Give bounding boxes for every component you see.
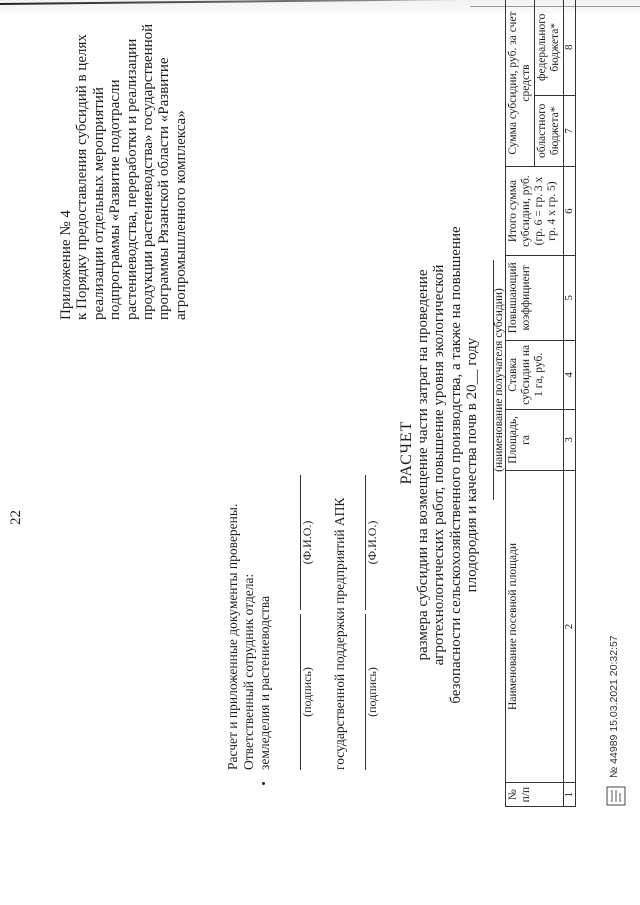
signature-caption: (подпись): [365, 667, 379, 717]
fio-caption: (Ф.И.О.): [300, 520, 314, 565]
document-registration-code: № 44989 15.03.2021 20:32:57: [608, 635, 620, 778]
column-number: 5: [564, 256, 576, 341]
column-number: 7: [564, 95, 576, 167]
verification-line: земледелия и растениеводства: [257, 595, 272, 770]
calculation-title: РАСЧЕТ: [398, 420, 415, 485]
page-number: 22: [8, 510, 24, 525]
header-coefficient: Повышающий коэффициент: [506, 256, 564, 341]
header-num: № п/п: [506, 783, 564, 807]
appendix-block: [58, 0, 189, 320]
table-header-row: [506, 0, 535, 807]
column-number: 4: [564, 340, 576, 409]
recipient-caption: (наименование получателя субсидии): [493, 288, 505, 472]
column-number: 2: [564, 470, 576, 782]
column-number: 3: [564, 410, 576, 471]
verification-line: Ответственный сотрудник отдела:: [241, 573, 256, 770]
column-number: 8: [564, 0, 576, 95]
column-number: 6: [564, 167, 576, 256]
header-federal: федерального бюджета*: [535, 0, 564, 95]
header-name: Наименование посевной площади: [506, 470, 564, 782]
column-number: 1: [564, 783, 576, 807]
verification-line: Расчет и приложенные документы проверены.: [225, 503, 240, 770]
verification-block: [225, 410, 273, 770]
column-number-row: [564, 0, 576, 807]
header-rate: Ставка субсидии на 1 га, руб.: [506, 340, 564, 409]
department-line: государственной поддержки предприятий АПК: [332, 497, 347, 770]
registration-stamp-icon: [603, 785, 629, 807]
subsidy-calculation-table: [505, 0, 576, 807]
scan-speck: [262, 782, 265, 785]
header-funds: Сумма субсидии, руб. за счет средств: [506, 0, 535, 167]
header-area: Площадь, га: [506, 410, 564, 471]
appendix-title: Приложение № 4: [58, 210, 74, 320]
fio-caption: (Ф.И.О.): [365, 520, 379, 565]
calculation-subtitle: размера субсидии на возмещение части затрат на проведение агротехнологических работ, повышение уровня экологической безопасности сельскохозяйственного производства, а также на повышение плодородия и качества почв в 20__ году: [415, 226, 481, 704]
appendix-text: к Порядку предоставления субсидий в целях реализации отдельных мероприятий подпрограммы «Развитие подотрасли растениеводства, переработки и реализации продукции растениеводства» государственной программы Рязанской области «Развитие агропромышленного комплекса»: [74, 23, 189, 320]
header-regional: областного бюджета*: [535, 95, 564, 167]
signature-caption: (подпись): [300, 667, 314, 717]
header-total: Итого сумма субсидии, руб. (гр. 6 = гр. 3 x гр. 4 x гр. 5): [506, 167, 564, 256]
